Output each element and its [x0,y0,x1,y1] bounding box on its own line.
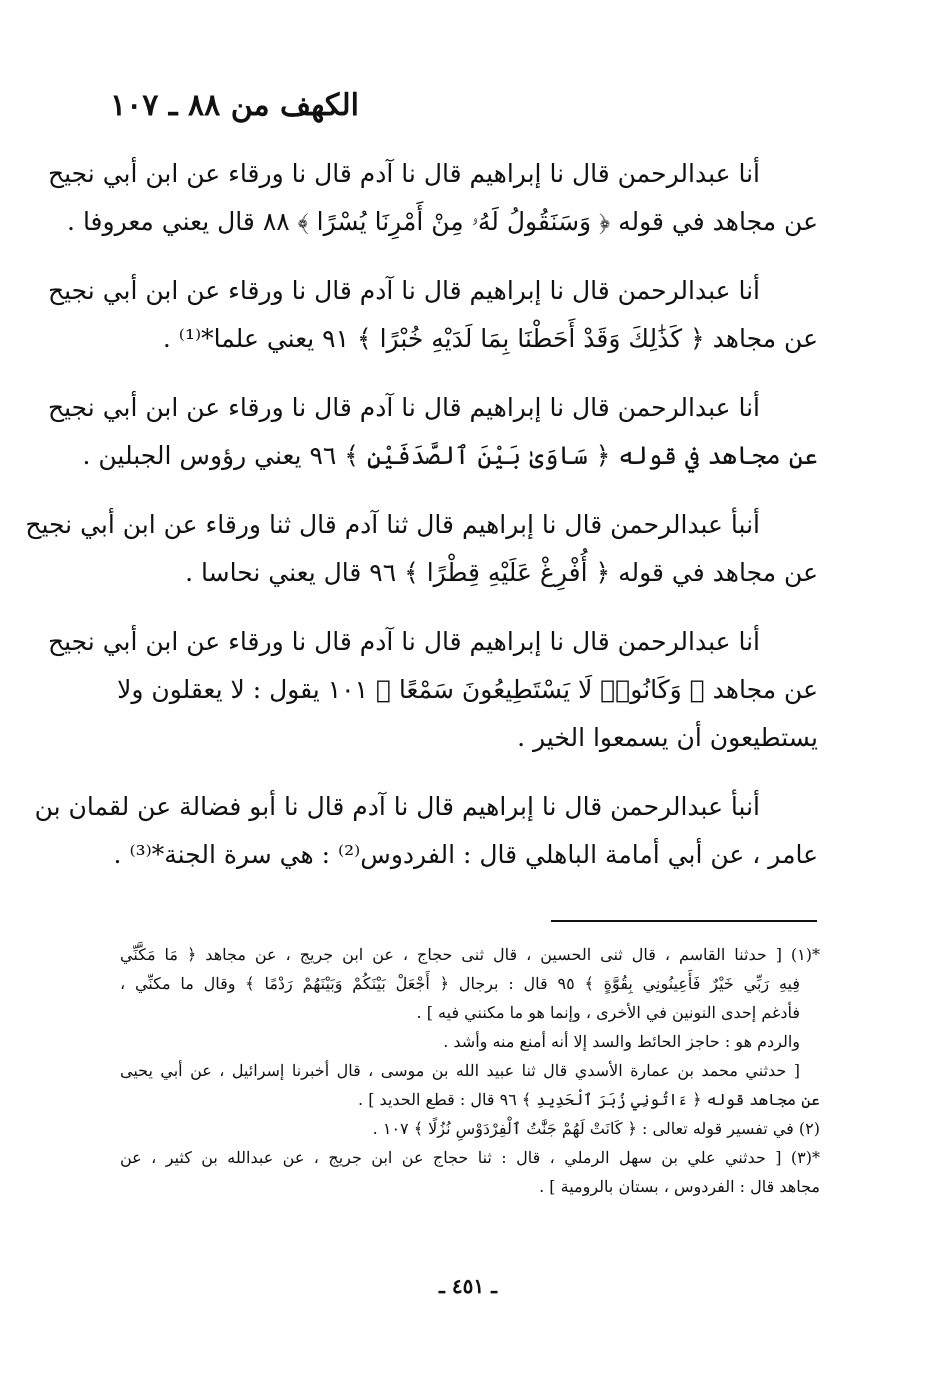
text-line: أنا عبدالرحمن قال نا إبراهيم قال نا آدم قال نا ورقاء عن ابن أبي نجيح [47,627,760,656]
paragraph [47,267,818,363]
footnote-line: (٢) في تفسير قوله تعالى : ﴿ كَانَتْ لَهُمْ جَنَّٰتُ ٱلْفِرْدَوْسِ نُزُلًا ﴾ ١٠٧ . [372,1119,820,1138]
text-line: عن مجاهد في قوله ﴿ سَاوَىٰ بَيْنَ ٱلصَّدَفَيْنِ ﴾ ٩٦ يعني رؤوس الجبلين . [82,441,818,470]
footnote-line: عن مجاهد قوله ﴿ ءَاتُونِي زُبَرَ ٱلْحَدِيدِ ﴾ ٩٦ قال : قطع الحديد ] . [358,1090,820,1109]
footnote-line: *(٣) [ حدثني علي بن سهل الرملي ، قال : ثنا حجاج عن ابن جريج ، عن عبدالله بن كثير ، عن [120,1148,820,1167]
text-line: عامر ، عن أبي أمامة الباهلي قال : الفردوس⁽²⁾ : هي سرة الجنة*⁽³⁾ . [113,840,818,869]
footnote-line: [ حدثني محمد بن عمارة الأسدي قال ثنا عبيد الله بن موسى ، قال أخبرنا إسرائيل ، عن أبي يحيى [120,1061,800,1080]
page-title: الكهف من ٨٨ ـ ١٠٧ [110,88,359,123]
text-line: أنبأ عبدالرحمن قال نا إبراهيم قال نا آدم قال نا أبو فضالة عن لقمان بن [34,792,760,821]
paragraph [47,618,818,762]
footnotes [120,940,820,1201]
footnote-line: فِيهِ رَبِّي خَيْرٌ فَأَعِينُونِي بِقُوَّةٍ ﴾ ٩٥ قال : برجال ﴿ أَجْعَلْ بَيْنَكُمْ وَبَيْنَهُمْ رَدْمًا ﴾ وقال ما مكنِّي ، [120,974,801,993]
text-line: عن مجاهد ﴿ كَذَٰلِكَ وَقَدْ أَحَطْنَا بِمَا لَدَيْهِ خُبْرًا ﴾ ٩١ يعني علما*⁽¹⁾ . [162,324,818,353]
footnote-line: مجاهد قال : الفردوس ، بستان بالرومية ] . [539,1177,820,1196]
text-line: أنا عبدالرحمن قال نا إبراهيم قال نا آدم قال نا ورقاء عن ابن أبي نجيح [47,276,760,305]
text-line: أنبأ عبدالرحمن قال نا إبراهيم قال ثنا آدم قال ثنا ورقاء عن ابن أبي نجيح [25,510,760,539]
paragraph [34,783,818,879]
text-line: أنا عبدالرحمن قال نا إبراهيم قال نا آدم قال نا ورقاء عن ابن أبي نجيح [47,159,760,188]
text-line: يستطيعون أن يسمعوا الخير . [517,723,818,752]
text-line: أنا عبدالرحمن قال نا إبراهيم قال نا آدم قال نا ورقاء عن ابن أبي نجيح [47,393,760,422]
main-text [25,150,818,900]
paragraph [47,150,818,246]
footnote-line: *(١) [ حدثنا القاسم ، قال ثنى الحسين ، قال ثنى حجاج ، عن ابن جريج ، عن مجاهد ﴿ مَا مَكَّنِّي [120,945,820,964]
footnote-separator [551,920,817,922]
footnote-line: فأدغم إحدى النونين في الأخرى ، وإنما هو ما مكنني فيه ] . [416,1003,800,1022]
paragraph [47,384,818,480]
footnote-line: والردم هو : حاجز الحائط والسد إلا أنه أمنع منه وأشد . [443,1032,800,1051]
paragraph [25,501,818,597]
text-line: عن مجاهد في قوله ﴿ وَسَنَقُولُ لَهُۥ مِنْ أَمْرِنَا يُسْرًا ﴾ ٨٨ قال يعني معروفا . [67,207,818,236]
text-line: عن مجاهد في قوله ﴿ أُفْرِغْ عَلَيْهِ قِطْرًا ﴾ ٩٦ قال يعني نحاسا . [185,558,818,587]
page-number: ـ ٤٥١ ـ [439,1274,497,1298]
text-line: عن مجاهد ﴿ وَكَانُوا۟ لَا يَسْتَطِيعُونَ سَمْعًا ﴾ ١٠١ يقول : لا يعقلون ولا [117,675,818,704]
